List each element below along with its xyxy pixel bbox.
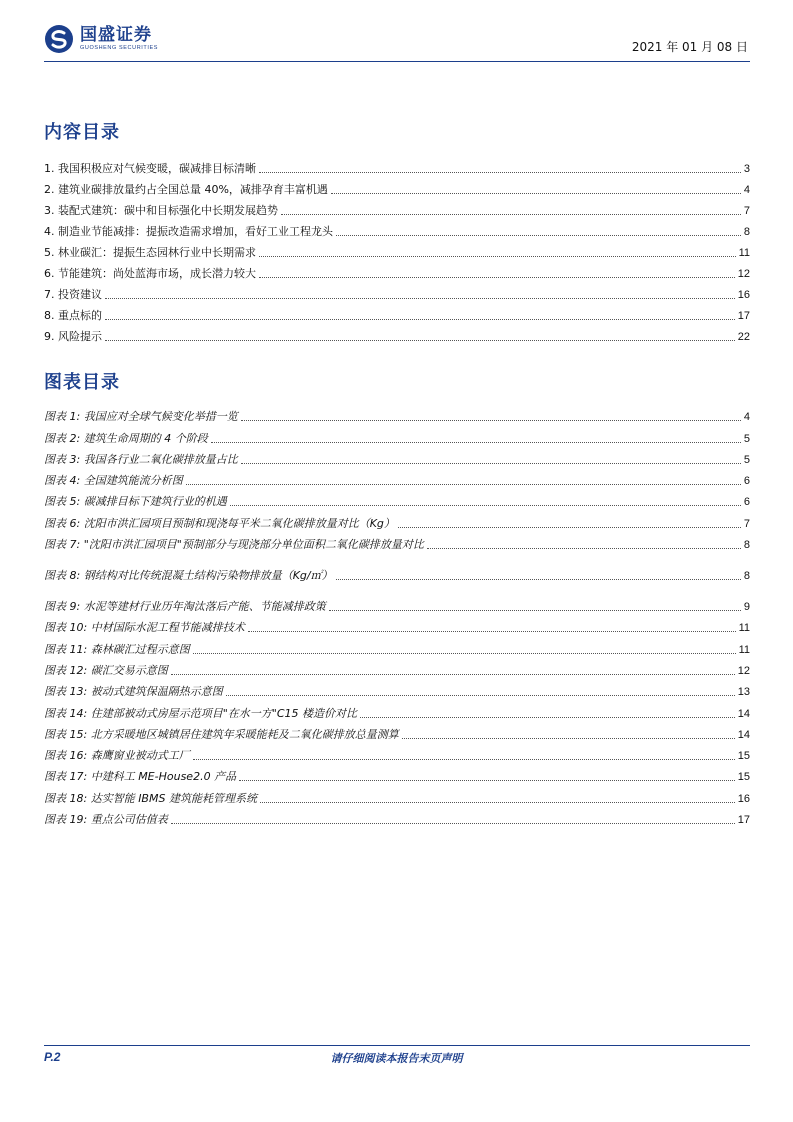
entry-page-number: 22 (737, 331, 750, 343)
figure-entry[interactable] (44, 403, 750, 424)
entry-label: 图表 16: 森鹰窗业被动式工厂 (44, 749, 190, 763)
figure-entry[interactable] (44, 763, 750, 784)
entry-page-number: 4 (743, 184, 750, 196)
dot-leader (331, 193, 741, 194)
entry-page-number: 14 (737, 707, 750, 720)
entry-label: 图表 10: 中材国际水泥工程节能减排技术 (44, 621, 245, 635)
guosheng-logo-icon (44, 24, 74, 54)
dot-leader (336, 235, 741, 236)
figure-entry[interactable] (44, 742, 750, 763)
disclaimer-note: 请仔细阅读本报告末页声明 (330, 1052, 463, 1065)
entry-page-number: 13 (737, 686, 750, 699)
figure-entry[interactable] (44, 635, 750, 656)
brand-subtitle: GUOSHENG SECURITIES (80, 45, 159, 51)
dot-leader (336, 579, 741, 580)
entry-label: 图表 9: 水泥等建材行业历年淘汰落后产能、节能减排政策 (44, 600, 326, 614)
contents-title: 内容目录 (44, 122, 120, 143)
entry-label: 图表 4: 全国建筑能流分析图 (44, 474, 183, 488)
dot-leader (402, 738, 735, 739)
figure-entry[interactable] (44, 657, 750, 678)
entry-label: 图表 18: 达实智能 IBMS 建筑能耗管理系统 (44, 791, 257, 805)
entry-page-number: 3 (743, 163, 750, 175)
entry-label: 图表 11: 森林碳汇过程示意图 (44, 642, 190, 656)
entry-label: 图表 15: 北方采暖地区城镇居住建筑年采暖能耗及二氧化碳排放总量测算 (44, 727, 399, 741)
dot-leader (398, 527, 741, 528)
entry-page-number: 8 (743, 570, 750, 583)
entry-page-number: 6 (743, 496, 750, 509)
figure-entry[interactable] (44, 509, 750, 530)
entry-label: 6. 节能建筑：尚处蓝海市场，成长潜力较大 (44, 267, 256, 280)
entry-page-number: 12 (737, 268, 750, 280)
dot-leader (281, 214, 741, 215)
figures-title: 图表目录 (44, 372, 120, 393)
entry-label: 图表 12: 碳汇交易示意图 (44, 663, 168, 677)
entry-label: 1. 我国积极应对气候变暖，碳减排目标清晰 (44, 162, 256, 175)
brand-logo (44, 24, 158, 54)
contents-entry[interactable] (44, 281, 750, 302)
entry-page-number: 6 (743, 475, 750, 488)
entry-label: 7. 投资建议 (44, 288, 102, 301)
dot-leader (427, 548, 741, 549)
entry-label: 5. 林业碳汇：提振生态园林行业中长期需求 (44, 246, 256, 259)
entry-label: 图表 3: 我国各行业二氧化碳排放量占比 (44, 452, 238, 466)
brand-name: 国盛证券 (80, 25, 152, 45)
entry-page-number: 9 (743, 601, 750, 614)
dot-leader (260, 802, 735, 803)
contents-entry[interactable] (44, 197, 750, 218)
entry-label: 图表 1: 我国应对全球气候变化举措一览 (44, 410, 238, 424)
figure-entry[interactable] (44, 552, 750, 583)
entry-label: 2. 建筑业碳排放量约占全国总量 40%，减排孕育丰富机遇 (44, 183, 328, 196)
entry-label: 图表 6: 沈阳市洪汇园项目预制和现浇每平米二氧化碳排放量对比（Kg） (44, 516, 395, 530)
figure-entry[interactable] (44, 583, 750, 614)
figure-entry[interactable] (44, 806, 750, 827)
entry-page-number: 5 (743, 432, 750, 445)
contents-entry[interactable] (44, 302, 750, 323)
entry-label: 4. 制造业节能减排：提振改造需求增加，看好工业工程龙头 (44, 225, 333, 238)
dot-leader (105, 298, 735, 299)
dot-leader (105, 340, 735, 341)
contents-entry[interactable] (44, 218, 750, 239)
entry-page-number: 8 (743, 226, 750, 238)
dot-leader (193, 759, 735, 760)
figure-entry[interactable] (44, 467, 750, 488)
page-header (44, 24, 750, 60)
dot-leader (241, 420, 741, 421)
contents-entry[interactable] (44, 323, 750, 344)
contents-entry[interactable] (44, 260, 750, 281)
contents-entry[interactable] (44, 176, 750, 197)
figure-entry[interactable] (44, 614, 750, 635)
figure-entry[interactable] (44, 531, 750, 552)
entry-label: 图表 8: 钢结构对比传统混凝土结构污染物排放量（Kg/㎡） (44, 569, 333, 583)
entry-page-number: 8 (743, 539, 750, 552)
entry-label: 图表 2: 建筑生命周期的 4 个阶段 (44, 431, 208, 445)
entry-page-number: 17 (737, 310, 750, 322)
figure-entry[interactable] (44, 784, 750, 805)
entry-page-number: 11 (738, 643, 750, 656)
entry-page-number: 15 (737, 771, 750, 784)
dot-leader (211, 442, 741, 443)
figure-entry[interactable] (44, 678, 750, 699)
header-divider (44, 61, 750, 62)
entry-label: 图表 17: 中建科工 ME-House2.0 产品 (44, 770, 237, 784)
figures-list (44, 403, 750, 827)
report-date: 2021 年 01 月 08 日 (631, 40, 748, 54)
entry-page-number: 4 (743, 411, 750, 424)
contents-entry[interactable] (44, 239, 750, 260)
entry-label: 9. 风险提示 (44, 330, 102, 343)
contents-list (44, 155, 750, 344)
entry-page-number: 7 (743, 517, 750, 530)
entry-page-number: 14 (737, 728, 750, 741)
entry-page-number: 17 (737, 814, 750, 827)
dot-leader (230, 505, 741, 506)
dot-leader (259, 256, 736, 257)
dot-leader (248, 631, 736, 632)
dot-leader (360, 717, 735, 718)
contents-entry[interactable] (44, 155, 750, 176)
entry-page-number: 16 (737, 289, 750, 301)
entry-label: 图表 7: "沈阳市洪汇园项目"预制部分与现浇部分单位面积二氧化碳排放量对比 (44, 538, 424, 552)
dot-leader (186, 484, 741, 485)
figure-entry[interactable] (44, 488, 750, 509)
dot-leader (259, 277, 735, 278)
entry-label: 图表 14: 住建部被动式房屋示范项目"在水一方"C15 楼造价对比 (44, 706, 357, 720)
entry-label: 图表 13: 被动式建筑保温隔热示意图 (44, 685, 223, 699)
dot-leader (329, 610, 741, 611)
entry-page-number: 12 (737, 664, 750, 677)
page-number: P.2 (44, 1050, 61, 1064)
entry-page-number: 16 (737, 792, 750, 805)
figure-entry[interactable] (44, 721, 750, 742)
entry-label: 3. 装配式建筑：碳中和目标强化中长期发展趋势 (44, 204, 278, 217)
dot-leader (171, 823, 735, 824)
dot-leader (259, 172, 741, 173)
figure-entry[interactable] (44, 699, 750, 720)
dot-leader (241, 463, 741, 464)
footer-divider (44, 1045, 750, 1046)
dot-leader (239, 780, 735, 781)
entry-label: 8. 重点标的 (44, 309, 102, 322)
entry-page-number: 11 (738, 622, 750, 635)
entry-label: 图表 19: 重点公司估值表 (44, 813, 168, 827)
entry-page-number: 5 (743, 453, 750, 466)
dot-leader (226, 695, 735, 696)
dot-leader (105, 319, 735, 320)
dot-leader (193, 653, 736, 654)
figure-entry[interactable] (44, 446, 750, 467)
entry-page-number: 7 (743, 205, 750, 217)
entry-page-number: 15 (737, 750, 750, 763)
figure-entry[interactable] (44, 424, 750, 445)
entry-page-number: 11 (738, 247, 750, 259)
entry-label: 图表 5: 碳减排目标下建筑行业的机遇 (44, 495, 227, 509)
dot-leader (171, 674, 735, 675)
